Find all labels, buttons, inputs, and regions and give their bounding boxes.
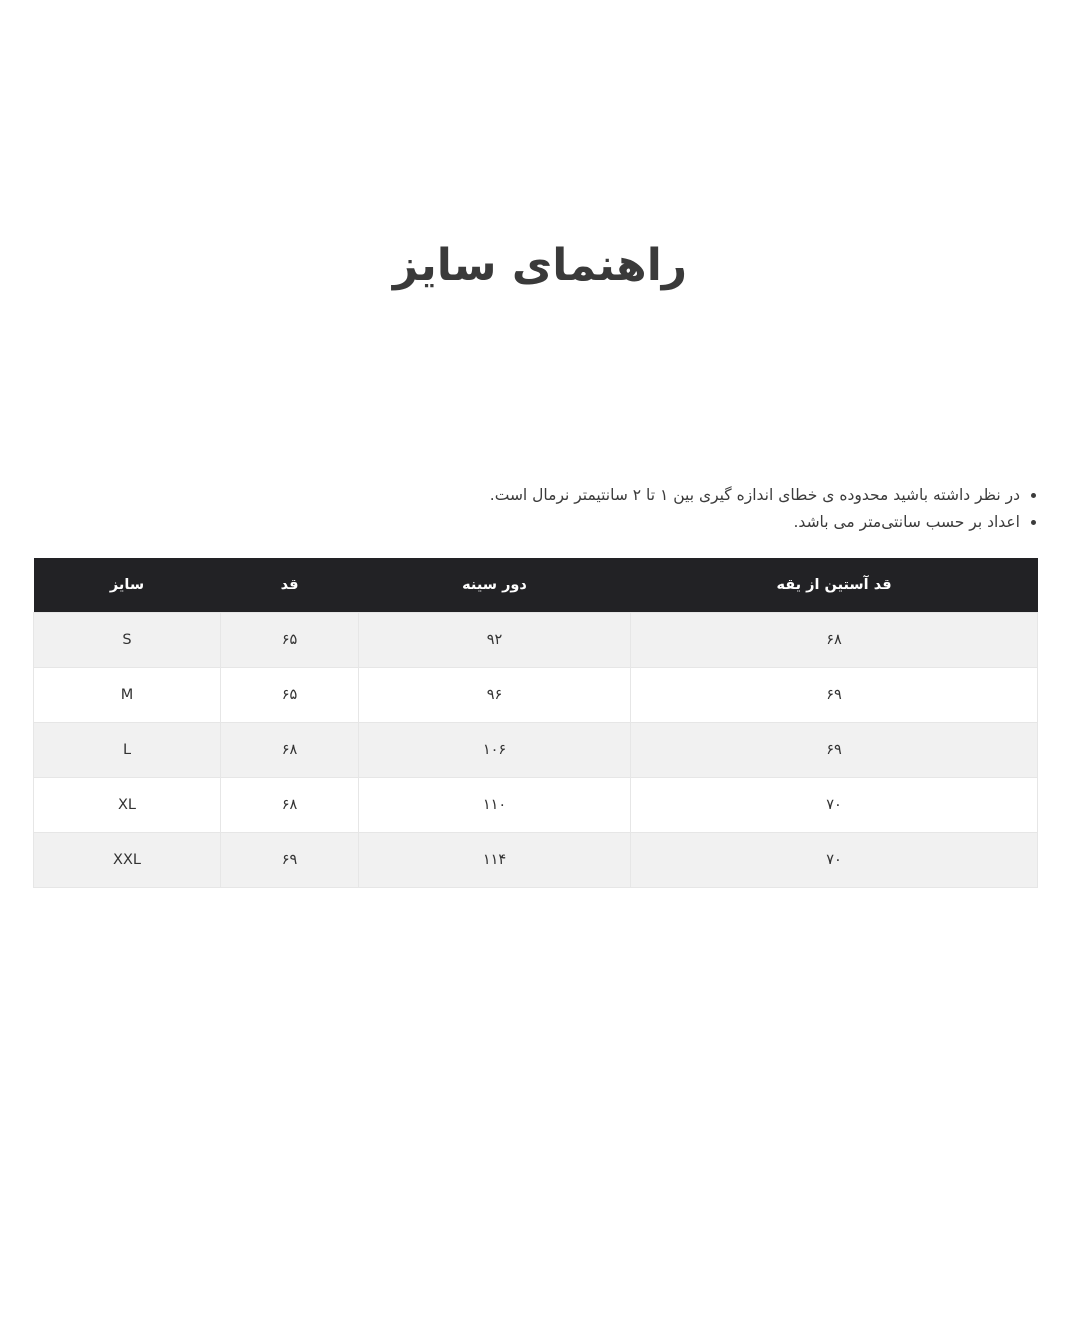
page-title: راهنمای سایز [392, 240, 688, 291]
column-header-size: سایز [34, 558, 221, 613]
cell-sleeve-length: ۷۰ [631, 833, 1038, 888]
cell-chest: ۱۱۴ [359, 833, 631, 888]
cell-length: ۶۸ [221, 778, 359, 833]
cell-sleeve-length: ۶۹ [631, 723, 1038, 778]
note-item: در نظر داشته باشید محدوده ی خطای اندازه گیری بین ۱ تا ۲ سانتیمتر نرمال است. [42, 482, 1020, 509]
column-header-sleeve-length: قد آستین از یقه [631, 558, 1038, 613]
notes-list [42, 482, 1038, 536]
table-row [34, 778, 1038, 833]
cell-size: L [34, 723, 221, 778]
cell-length: ۶۸ [221, 723, 359, 778]
table-row [34, 723, 1038, 778]
cell-length: ۶۹ [221, 833, 359, 888]
cell-sleeve-length: ۷۰ [631, 778, 1038, 833]
cell-chest: ۱۱۰ [359, 778, 631, 833]
table-body [34, 613, 1038, 888]
table-row [34, 613, 1038, 668]
cell-size: XL [34, 778, 221, 833]
table-header [34, 558, 1038, 613]
cell-chest: ۹۲ [359, 613, 631, 668]
cell-size: M [34, 668, 221, 723]
note-item: اعداد بر حسب سانتی‌متر می باشد. [42, 509, 1020, 536]
cell-size: XXL [34, 833, 221, 888]
cell-sleeve-length: ۶۸ [631, 613, 1038, 668]
table-row [34, 668, 1038, 723]
cell-length: ۶۵ [221, 668, 359, 723]
table-row [34, 833, 1038, 888]
table-header-row [34, 558, 1038, 613]
cell-sleeve-length: ۶۹ [631, 668, 1038, 723]
cell-chest: ۹۶ [359, 668, 631, 723]
cell-size: S [34, 613, 221, 668]
size-table [33, 558, 1038, 888]
cell-chest: ۱۰۶ [359, 723, 631, 778]
column-header-length: قد [221, 558, 359, 613]
column-header-chest: دور سینه [359, 558, 631, 613]
cell-length: ۶۵ [221, 613, 359, 668]
